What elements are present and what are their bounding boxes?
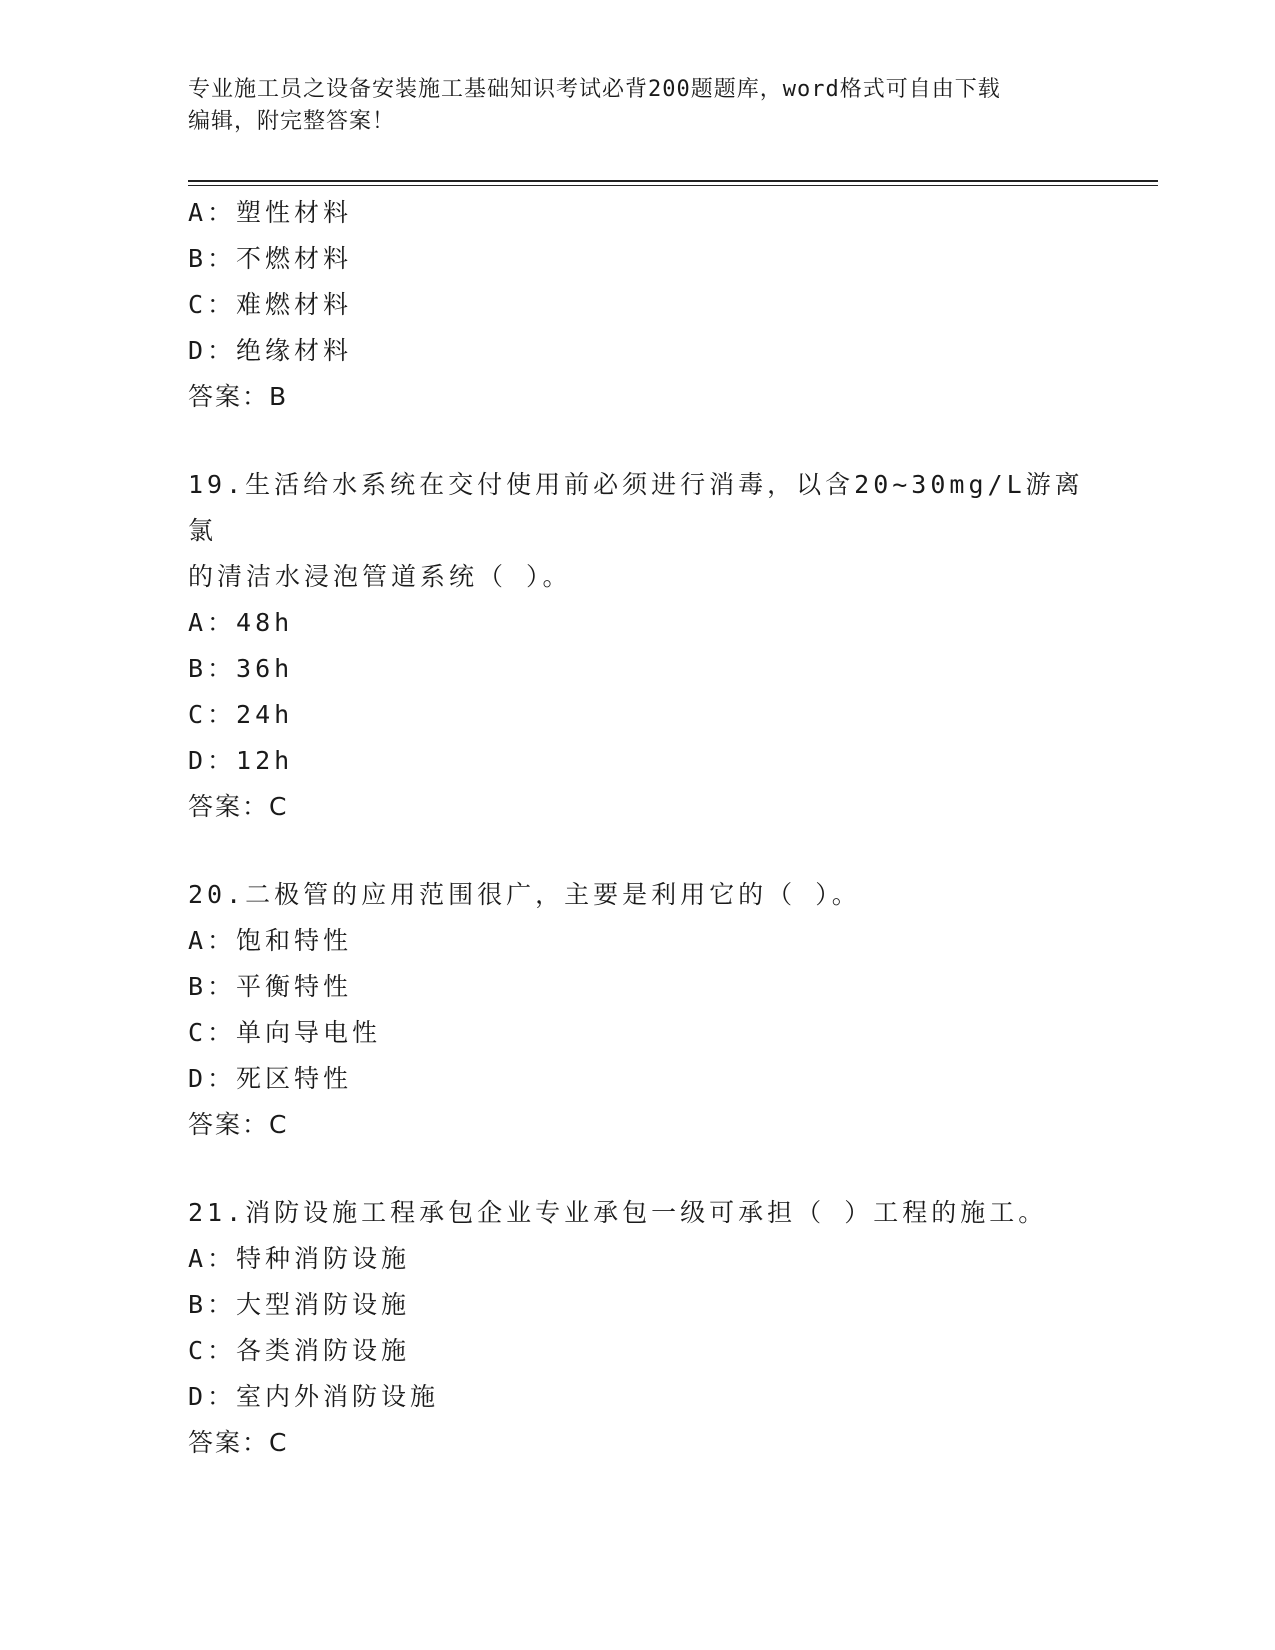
header-line-2: 编辑，附完整答案！	[188, 109, 396, 134]
question-block	[188, 462, 1088, 830]
option-c: C：难燃材料	[188, 290, 353, 319]
option-a: A：塑性材料	[188, 198, 353, 227]
question-text-line: 的清洁水浸泡管道系统（ ）。	[188, 562, 572, 591]
option-d: D：12h	[188, 746, 294, 775]
answer-label: 答案：C	[188, 1110, 289, 1139]
option-c: C：各类消防设施	[188, 1336, 411, 1365]
document-header	[188, 74, 1088, 138]
question-block	[188, 190, 1088, 420]
answer-label: 答案：C	[188, 1428, 289, 1457]
question-block	[188, 1190, 1088, 1466]
header-divider	[188, 180, 1158, 186]
question-text	[188, 462, 1088, 600]
question-text: 21.消防设施工程承包企业专业承包一级可承担（ ）工程的施工。	[188, 1198, 1048, 1227]
option-b: B：大型消防设施	[188, 1290, 411, 1319]
option-b: B：36h	[188, 654, 294, 683]
question-text: 20.二极管的应用范围很广，主要是利用它的（ ）。	[188, 880, 861, 909]
question-block	[188, 872, 1088, 1148]
option-a: A：饱和特性	[188, 926, 353, 955]
option-a: A：48h	[188, 608, 294, 637]
option-c: C：单向导电性	[188, 1018, 382, 1047]
answer-label: 答案：B	[188, 382, 289, 411]
option-d: D：绝缘材料	[188, 336, 353, 365]
option-b: B：平衡特性	[188, 972, 353, 1001]
option-d: D：室内外消防设施	[188, 1382, 440, 1411]
question-list	[188, 190, 1088, 1466]
option-a: A：特种消防设施	[188, 1244, 411, 1273]
question-text-line: 19.生活给水系统在交付使用前必须进行消毒，以含20~30mg/L游离氯	[188, 470, 1084, 545]
header-line-1: 专业施工员之设备安装施工基础知识考试必背200题题库，word格式可自由下载	[188, 77, 1001, 102]
option-c: C：24h	[188, 700, 294, 729]
option-d: D：死区特性	[188, 1064, 353, 1093]
option-b: B：不燃材料	[188, 244, 353, 273]
answer-label: 答案：C	[188, 792, 289, 821]
